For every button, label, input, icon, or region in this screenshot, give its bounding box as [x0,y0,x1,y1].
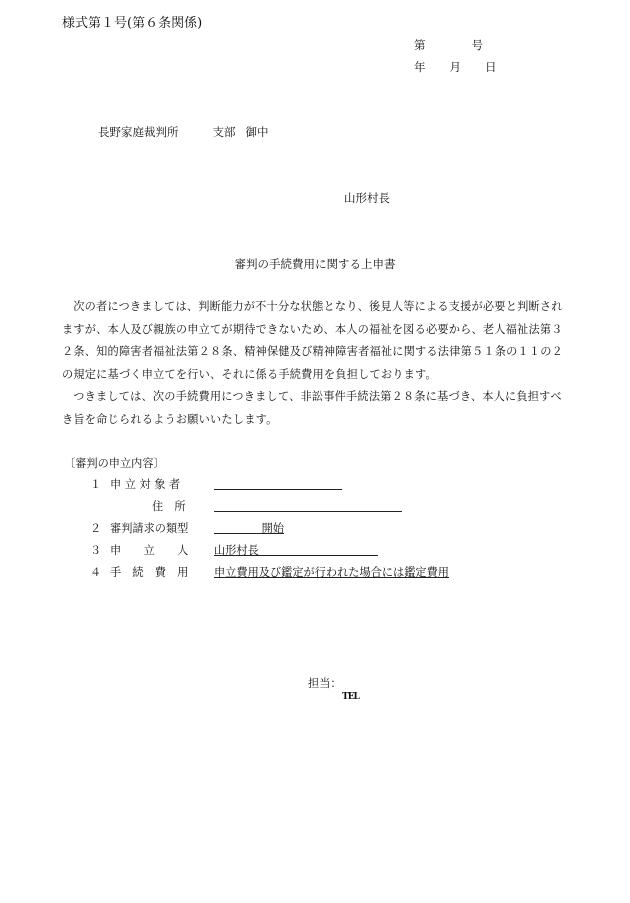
body-paragraph-1: 次の者につきましては、判断能力が不十分な状態となり、後見人等による支援が必要と判断されますが、本人及び親族の申立てが期待できないため、本人の福祉を図る必要から、老人福祉法第３２条、知的障害者福祉法第２８条、精神保健及び精神障害者福祉に関する法律第５１条の１１の２の規定に基づく申立てを行い、それに係る手続費用を負担しております。 [62,300,564,381]
item-label: 申 立 人 [110,544,189,557]
body-text [62,296,570,431]
item-label: 住 所 [152,500,186,513]
telephone-label: TEL [342,692,359,702]
date-day: 日 [485,60,497,74]
document-title: 審判の手続費用に関する上申書 [234,257,396,271]
type-field: 開始 [214,520,284,535]
document-date [414,59,497,75]
item-label: 申 立 対 象 者 [110,478,181,491]
body-paragraph-2: つきましては、次の手続費用につきまして、非訟事件手続法第２８条に基づき、本人に負担すべき旨を命じられるようお願いいたします。 [62,390,562,426]
item-number: １ [90,478,102,491]
address-field [214,498,402,515]
date-month: 月 [449,60,461,74]
costs-field: 申立費用及び鑑定が行われた場合には鑑定費用 [214,566,449,579]
date-year: 年 [414,60,426,74]
number-prefix: 第 [414,38,426,52]
document-number [414,37,483,53]
sender: 山形村長 [344,191,390,205]
item-row-address [152,498,186,514]
court-name: 長野家庭裁判所 [98,125,179,139]
item-label: 手 続 費 用 [110,566,189,579]
petitioner-field: 山形村長 [214,542,378,557]
contact-person-label: 担当： [308,677,342,690]
branch-label: 支部 [212,125,236,139]
applicant-target-field [214,476,342,493]
item-number: ４ [90,566,102,579]
number-suffix: 号 [471,38,483,52]
form-number: 様式第１号(第６条関係) [62,16,203,31]
item-number: ２ [90,522,102,535]
honorific: 御中 [245,125,269,139]
item-number: ３ [90,544,102,557]
addressee [98,124,269,140]
items-heading: 〔審判の申立内容〕 [64,457,165,470]
item-label: 審判請求の類型 [110,522,189,535]
